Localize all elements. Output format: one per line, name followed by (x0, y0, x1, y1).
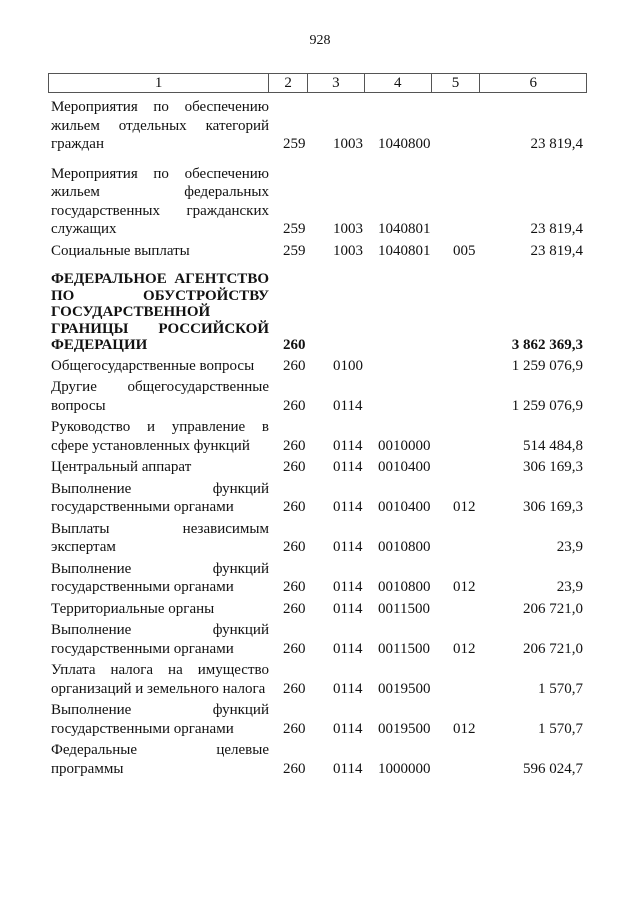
row-name-line: Центральный аппарат (51, 459, 192, 475)
amount: 23,9 (556, 579, 583, 595)
ministry-code: 259 (283, 242, 306, 259)
row-name (51, 600, 269, 619)
table-row (0, 271, 640, 354)
target-article-code: 0010800 (378, 579, 431, 595)
row-name (51, 98, 269, 154)
row-name-line: государственными органами (51, 499, 234, 515)
table-row (0, 357, 640, 376)
amount: 596 024,7 (523, 760, 583, 777)
row-name-line: Общегосударственные вопросы (51, 357, 255, 374)
table-row (0, 378, 640, 415)
row-name-line: государственных гражданских (51, 202, 269, 219)
row-name-line: государственными органами (51, 579, 234, 595)
row-name (51, 661, 269, 698)
ministry-code: 260 (283, 760, 306, 777)
target-article-code: 1040801 (378, 221, 431, 237)
row-name-line: Другие общегосударственные (51, 379, 269, 395)
target-article-code: 0010000 (378, 437, 431, 454)
column-header-5: 5 (432, 74, 481, 92)
ministry-code: 259 (283, 221, 306, 237)
row-name (51, 621, 269, 658)
table-row (0, 621, 640, 658)
page-number: 928 (309, 33, 331, 48)
amount: 206 721,0 (523, 600, 583, 617)
column-header-3: 3 (308, 74, 365, 92)
target-article-code: 0010400 (378, 499, 431, 515)
section-code: 1003 (333, 221, 363, 237)
section-code: 0114 (333, 437, 363, 454)
ministry-code: 260 (283, 397, 306, 414)
row-name (51, 271, 269, 354)
section-code: 0114 (333, 579, 363, 595)
table-row (0, 661, 640, 698)
section-code: 0114 (333, 600, 363, 617)
section-code: 0114 (333, 397, 363, 414)
row-name-line: сфере установленных функций (51, 437, 250, 454)
column-header-6: 6 (529, 75, 537, 91)
row-name-line: государственными органами (51, 720, 234, 737)
row-name-line: Уплата налога на имущество (51, 662, 269, 678)
amount: 23,9 (556, 539, 583, 555)
row-name-line: граждан (51, 136, 104, 152)
target-article-code: 0019500 (378, 680, 431, 697)
row-name (51, 480, 269, 517)
column-header-1: 1 (49, 74, 269, 92)
table-row (0, 600, 640, 619)
table-row (0, 741, 640, 778)
table-row (0, 242, 640, 261)
section-code: 0114 (333, 539, 363, 555)
row-name-line: Выполнение функций (51, 622, 269, 638)
row-name-line: Выполнение функций (51, 560, 269, 577)
row-name-line: ГОСУДАРСТВЕННОЙ (51, 304, 211, 320)
target-article-code: 1000000 (378, 760, 431, 777)
expense-type-code: 012 (453, 720, 476, 737)
row-name-line: служащих (51, 221, 117, 237)
section-code: 0114 (333, 459, 363, 475)
row-name (51, 741, 269, 778)
ministry-code: 260 (283, 600, 306, 617)
table-body (0, 98, 640, 778)
row-name (51, 418, 269, 455)
ministry-code: 260 (283, 720, 306, 737)
row-name-line: ФЕДЕРАЛЬНОЕ АГЕНТСТВО (51, 271, 269, 287)
amount: 23 819,4 (530, 221, 583, 237)
expense-type-code: 012 (453, 640, 476, 657)
target-article-code: 0010800 (378, 539, 431, 555)
table-row (0, 165, 640, 239)
target-article-code: 1040801 (378, 242, 431, 259)
row-name-line: Выполнение функций (51, 702, 269, 718)
row-name-line: Социальные выплаты (51, 242, 190, 259)
row-name-line: программы (51, 760, 124, 777)
row-name-line: экспертам (51, 539, 116, 555)
section-code: 0114 (333, 640, 363, 657)
row-name (51, 520, 269, 557)
target-article-code: 0010400 (378, 459, 431, 475)
ministry-code: 260 (283, 357, 306, 374)
section-code: 0100 (333, 357, 363, 374)
row-name (51, 378, 269, 415)
table-row (0, 701, 640, 738)
row-name (51, 242, 269, 261)
target-article-code: 1040800 (378, 136, 431, 152)
row-name-line: Руководство и управление в (51, 419, 269, 435)
expense-type-code: 012 (453, 499, 476, 515)
amount: 23 819,4 (530, 136, 583, 152)
row-name-line: Выполнение функций (51, 480, 269, 497)
amount: 1 259 076,9 (511, 357, 583, 374)
section-code: 0114 (333, 760, 363, 777)
table-row (0, 560, 640, 597)
ministry-code: 260 (283, 499, 306, 515)
amount: 3 862 369,3 (511, 337, 583, 353)
row-name-line: вопросы (51, 397, 106, 414)
amount: 23 819,4 (530, 242, 583, 259)
column-header-4: 4 (365, 74, 432, 92)
row-name-line: ГРАНИЦЫ РОССИЙСКОЙ (51, 320, 269, 337)
row-name-line: Выплаты независимым (51, 520, 269, 537)
table-row (0, 98, 640, 154)
row-name (51, 701, 269, 738)
table-header (48, 73, 587, 93)
section-code: 0114 (333, 499, 363, 515)
ministry-code: 260 (283, 579, 306, 595)
ministry-code: 260 (283, 680, 306, 697)
table-row (0, 418, 640, 455)
row-name-line: государственными органами (51, 640, 234, 657)
row-name-line: ФЕДЕРАЦИИ (51, 337, 148, 353)
table-row (0, 458, 640, 477)
row-name-line: жильем федеральных (51, 184, 269, 200)
column-header-2: 2 (269, 74, 308, 92)
ministry-code: 260 (283, 437, 306, 454)
row-name-line: Федеральные целевые (51, 742, 269, 758)
row-name-line: жильем отдельных категорий (51, 117, 269, 134)
section-code: 1003 (333, 242, 363, 259)
table-row (0, 520, 640, 557)
amount: 1 259 076,9 (511, 397, 583, 414)
ministry-code: 260 (283, 640, 306, 657)
row-name-line: Территориальные органы (51, 600, 215, 617)
ministry-code: 259 (283, 136, 306, 152)
row-name-line: Мероприятия по обеспечению (51, 165, 269, 182)
amount: 1 570,7 (538, 680, 583, 697)
expense-type-code: 012 (453, 579, 476, 595)
amount: 306 169,3 (523, 459, 583, 475)
row-name-line: организаций и земельного налога (51, 680, 266, 697)
section-code: 0114 (333, 720, 363, 737)
expense-type-code: 005 (453, 242, 476, 259)
amount: 306 169,3 (523, 499, 583, 515)
ministry-code: 260 (283, 337, 306, 353)
target-article-code: 0011500 (378, 640, 430, 657)
row-name (51, 357, 269, 376)
table-row (0, 480, 640, 517)
ministry-code: 260 (283, 459, 306, 475)
amount: 206 721,0 (523, 640, 583, 657)
row-name-line: Мероприятия по обеспечению (51, 99, 269, 115)
row-name (51, 458, 269, 477)
section-code: 1003 (333, 136, 363, 152)
amount: 514 484,8 (523, 437, 583, 454)
section-code: 0114 (333, 680, 363, 697)
row-name-line: ПО ОБУСТРОЙСТВУ (51, 287, 269, 304)
row-name (51, 560, 269, 597)
row-name (51, 165, 269, 239)
amount: 1 570,7 (538, 720, 583, 737)
ministry-code: 260 (283, 539, 306, 555)
target-article-code: 0019500 (378, 720, 431, 737)
target-article-code: 0011500 (378, 600, 430, 617)
